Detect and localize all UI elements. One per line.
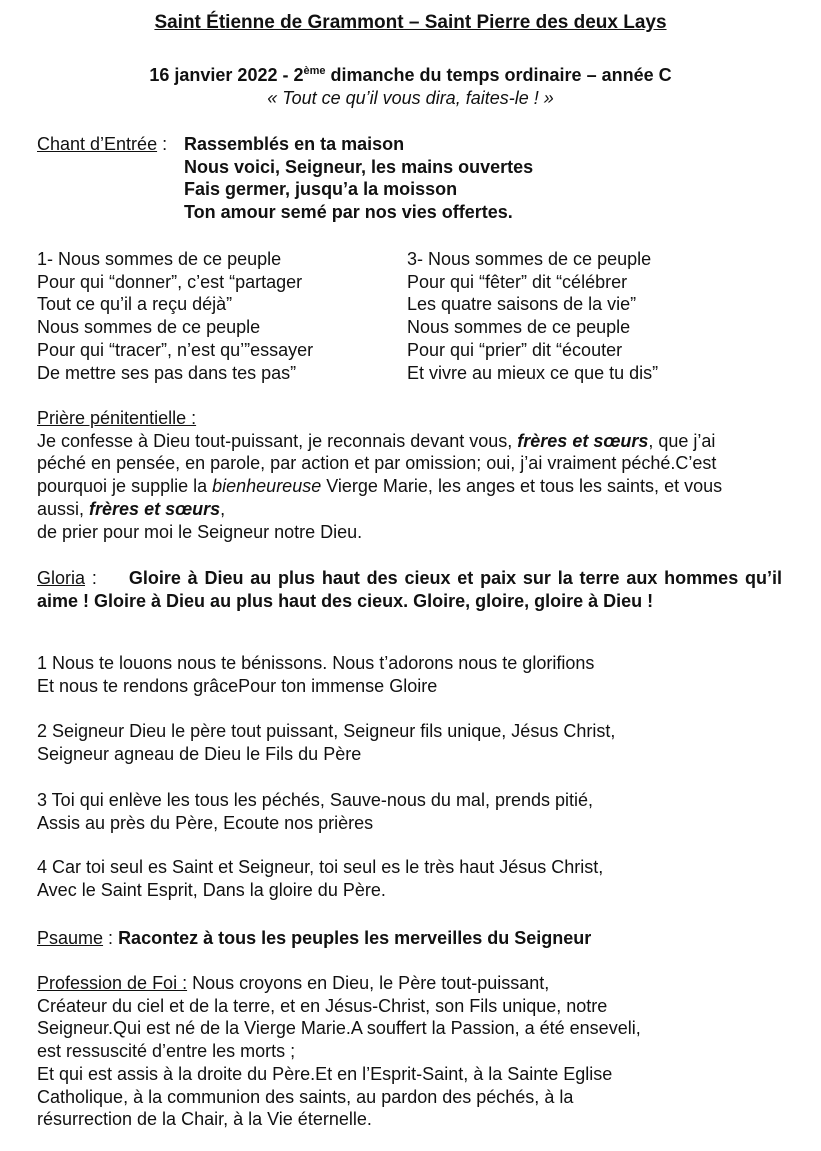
penitence-text-part: Vierge Marie, les anges et tous les saints, et vous aussi, <box>37 476 723 519</box>
verse-line: Les quatre saisons de la vie” <box>407 294 637 315</box>
penitence-label: Prière pénitentielle : <box>37 408 197 428</box>
verse-line: Assis au près du Père, Ecoute nos prières <box>37 812 374 833</box>
credo-line: résurrection de la Chair, à la Vie éternelle. <box>37 1109 372 1130</box>
entree-heading <box>37 133 167 156</box>
penitence-text-part: , <box>220 498 226 519</box>
gospel-quote: « Tout ce qu’il vous dira, faites-le ! » <box>267 88 554 108</box>
gloria-verse-3 <box>37 789 593 834</box>
verse-line: Pour qui “prier” dit “écouter <box>407 339 623 360</box>
penitence-section <box>37 407 787 543</box>
credo-line: Seigneur.Qui est né de la Vierge Marie.A souffert la Passion, a été enseveli, <box>37 1018 641 1039</box>
gloria-separator: : <box>85 568 97 588</box>
penitence-italic: bienheureuse <box>212 476 322 497</box>
verse-line: Avec le Saint Esprit, Dans la gloire du Père. <box>37 879 386 900</box>
penitence-last-line: de prier pour moi le Seigneur notre Dieu. <box>37 521 363 542</box>
credo-line: est ressuscité d’entre les morts ; <box>37 1041 296 1062</box>
verse-line: Tout ce qu’il a reçu déjà” <box>37 294 233 315</box>
verse-line: Pour qui “donner”, c’est “partager <box>37 271 303 292</box>
entree-verse-3 <box>407 248 658 384</box>
date-ordinal-suffix: ème <box>303 65 326 77</box>
psaume-label: Psaume <box>37 928 104 948</box>
psaume-separator: : <box>103 928 119 948</box>
gloria-refrain-text: Gloire à Dieu au plus haut des cieux et paix sur la terre aux hommes qu’il aime ! Gloire à Dieu au plus haut des cieux. Gloire, gloire, gloire à Dieu ! <box>37 568 782 611</box>
penitence-text-part: , que j’ai péché en pensée, en parole, par action et par omission; oui, j’ai vraiment péché.C’est pourquoi je supplie la <box>37 430 717 497</box>
credo-line: Nous croyons en Dieu, le Père tout-puissant, <box>187 973 550 993</box>
refrain-line: Rassemblés en ta maison <box>184 134 405 154</box>
refrain-line: Fais germer, jusqu’a la moisson <box>184 179 458 200</box>
verse-line: 3- Nous sommes de ce peuple <box>407 249 652 269</box>
date-prefix: 16 janvier 2022 - 2 <box>149 65 304 85</box>
verse-line: 4 Car toi seul es Saint et Seigneur, toi seul es le très haut Jésus Christ, <box>37 857 604 877</box>
entree-label: Chant d’Entrée <box>37 134 158 154</box>
entree-verse-1 <box>37 248 313 384</box>
verse-line: Seigneur agneau de Dieu le Fils du Père <box>37 743 362 764</box>
entree-separator: : <box>157 134 168 154</box>
gloria-verse-2 <box>37 720 615 765</box>
verse-line: Nous sommes de ce peuple <box>37 317 261 338</box>
verse-line: Et nous te rendons grâcePour ton immense Gloire <box>37 675 438 696</box>
refrain-line: Ton amour semé par nos vies offertes. <box>184 202 513 223</box>
verse-line: 1 Nous te louons nous te bénissons. Nous t’adorons nous te glorifions <box>37 653 595 673</box>
celebration-date <box>0 64 821 86</box>
entree-refrain <box>184 133 533 224</box>
penitence-text-part: Je confesse à Dieu tout-puissant, je reconnais devant vous, <box>37 430 518 451</box>
verse-line: 3 Toi qui enlève les tous les péchés, Sauve-nous du mal, prends pitié, <box>37 790 594 810</box>
date-suffix: dimanche du temps ordinaire – année C <box>325 65 672 85</box>
credo-line: Créateur du ciel et de la terre, et en Jésus-Christ, son Fils unique, notre <box>37 995 608 1016</box>
verse-line: 1- Nous sommes de ce peuple <box>37 249 282 269</box>
verse-line: 2 Seigneur Dieu le père tout puissant, Seigneur fils unique, Jésus Christ, <box>37 721 616 741</box>
penitence-emphasis: frères et sœurs <box>89 498 221 519</box>
verse-line: Et vivre au mieux ce que tu dis” <box>407 362 659 383</box>
gloria-refrain <box>37 567 782 612</box>
psaume-text: Racontez à tous les peuples les merveilles du Seigneur <box>118 928 592 948</box>
credo-label: Profession de Foi : <box>37 973 188 993</box>
gloria-verse-1 <box>37 652 594 697</box>
verse-line: De mettre ses pas dans tes pas” <box>37 362 297 383</box>
credo-section <box>37 972 641 1131</box>
credo-line: Catholique, à la communion des saints, au pardon des péchés, à la <box>37 1086 574 1107</box>
parish-title: Saint Étienne de Grammont – Saint Pierre des deux Lays <box>154 12 667 33</box>
gloria-verse-4 <box>37 856 603 901</box>
verse-line: Nous sommes de ce peuple <box>407 317 631 338</box>
credo-line: Et qui est assis à la droite du Père.Et en l’Esprit-Saint, à la Sainte Eglise <box>37 1063 613 1084</box>
verse-line: Pour qui “tracer”, n’est qu’”essayer <box>37 339 314 360</box>
credo-first-line <box>37 972 641 995</box>
gloria-label: Gloria <box>37 568 86 588</box>
verse-line: Pour qui “fêter” dit “célébrer <box>407 271 628 292</box>
psaume-section <box>37 927 591 950</box>
penitence-text <box>37 430 767 521</box>
refrain-line: Nous voici, Seigneur, les mains ouvertes <box>184 156 534 177</box>
penitence-emphasis: frères et sœurs <box>517 430 649 451</box>
